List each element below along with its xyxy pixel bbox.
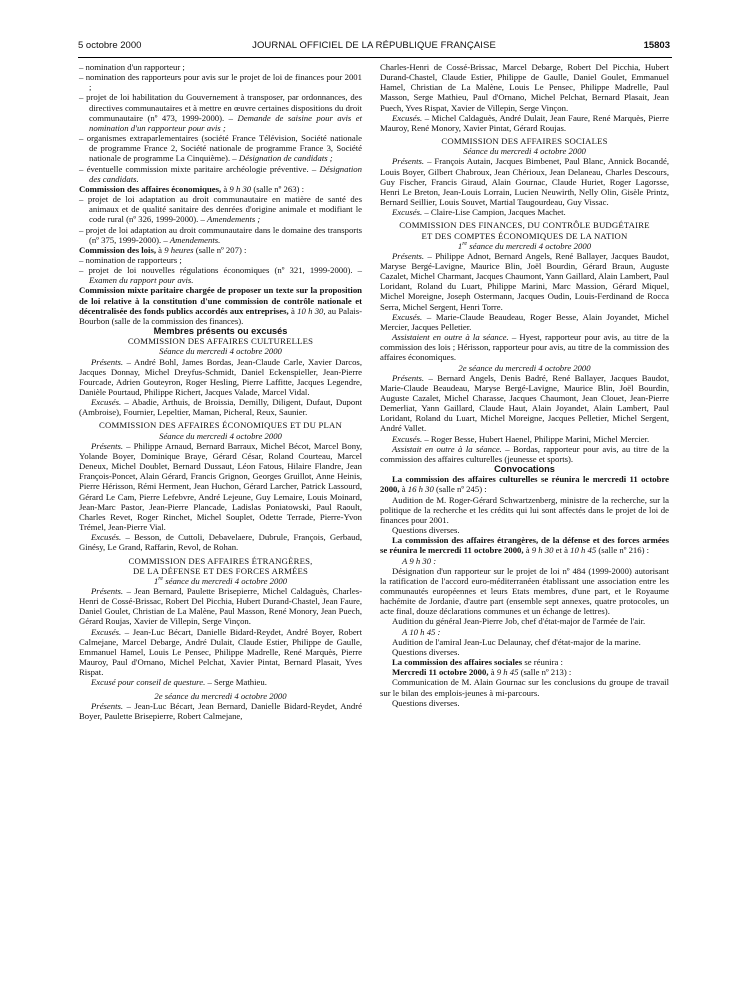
commission-title: COMMISSION DES FINANCES, DU CONTRÔLE BUDGÉTAIRE (399, 220, 650, 231)
seance-line: 1re séance du mercredi 4 octobre 2000 (457, 240, 592, 251)
agenda-item: – organismes extraparlementaires (société France Télévision, Société nationale de programme France 2, Société nationale de programme France 3, Société nationale de programme La Cinquième). – Désignation de candidats ; (79, 133, 362, 164)
excuse-questure-paragraph: Excusé pour conseil de questure. – Serge Mathieu. (91, 677, 267, 688)
right-column (380, 62, 669, 708)
convocation-item: Questions diverses. (392, 525, 460, 536)
journal-title: JOURNAL OFFICIEL DE LA RÉPUBLIQUE FRANÇAISE (252, 40, 496, 51)
assistait-paragraph: Assistait en outre à la séance. – Bordas, rapporteur pour avis, au titre de la commission des affaires culturelles (jeunesse et sports). (380, 443, 669, 464)
section-heading-convocations: Convocations (494, 464, 555, 475)
commission-title: COMMISSION DES AFFAIRES CULTURELLES (127, 336, 314, 347)
convocation-heading: La commission des affaires sociales se réunira : (392, 657, 563, 668)
presents-paragraph: Présents. – Philippe Adnot, Bernard Angels, René Ballayer, Jacques Baudot, Maryse Bergé-Lavigne, Maurice Blin, Joël Bourdin, Gérard Braun, Auguste Cazalet, Michel Charmant, Jacques Chaumont, Yann Gaillard, Alain Lambert, Paul Loridant, Roland du Luart, Philippe Marini, Marc Massion, Gérard Miquel, Michel Moreigne, Joseph Ostermann, Jacques Oudin, Louis-Ferdinand de Rocca Serra, Michel Sergent, Henri Torre. (380, 250, 669, 312)
agenda-item: – projet de loi adaptation au droit communautaire dans le domaine des transports (nº 375, 1999-2000). – Amendements. (79, 224, 362, 245)
excuses-paragraph: Excusés. – Abadie, Arthuis, de Broissia, Demilly, Diligent, Dufaut, Dupont (Ambroise), Fournier, Lepeltier, Maman, Picheral, Reux, Saunier. (79, 397, 362, 418)
seance-line: Séance du mercredi 4 octobre 2000 (463, 146, 586, 157)
section-heading-membres: Membres présents ou excusés (153, 326, 288, 337)
commission-title-line2: DE LA DÉFENSE ET DES FORCES ARMÉES (132, 565, 309, 576)
commission-title-line2: ET DES COMPTES ÉCONOMIQUES DE LA NATION (421, 230, 628, 241)
presents-paragraph: Présents. – François Autain, Jacques Bimbenet, Paul Blanc, Annick Bocandé, Louis Boyer, Gilbert Chabroux, Jean Chérioux, Jean Delaneau, Charles Descours, Guy Fischer, Francis Giraud, Alain Gournac, Claude Huriet, Roger Lagorsse, Henri Le Breton, Jean-Louis Lorrain, Lucien Neuwirth, Nelly Olin, Gisèle Printz, Bernard Seillier, Louis Souvet, Martial Taugourdeau, Guy Vissac. (380, 156, 669, 208)
agenda-item: – projet de loi habilitation du Gouvernement à transposer, par ordonnances, des directives communautaires et à mettre en œuvre certaines dispositions du droit communautaire (nº 473, 1999-2000). – Demande de saisine pour avis et nomination d'un rapporteur pour avis ; (79, 92, 362, 133)
commission-heading: Commission des lois, à 9 heures (salle nº 207) : (79, 244, 247, 255)
convocation-date: Mercredi 11 octobre 2000, à 9 h 45 (salle nº 213) : (392, 667, 572, 678)
commission-title: COMMISSION DES AFFAIRES ÉCONOMIQUES ET DU PLAN (99, 420, 342, 431)
commission-heading: Commission des affaires économiques, à 9 h 30 (salle nº 263) : (79, 183, 305, 194)
page-header (78, 40, 670, 54)
excuses-paragraph: Excusés. – Roger Besse, Hubert Haenel, Philippe Marini, Michel Mercier. (392, 433, 650, 444)
convocation-time: A 9 h 30 : (402, 555, 437, 566)
seance-line: 2e séance du mercredi 4 octobre 2000 (154, 690, 287, 701)
convocation-heading: La commission des affaires étrangères, de la défense et des forces armées se réunira le mercredi 11 octobre 2000, à 9 h 30 et à 10 h 45 (salle nº 216) : (380, 535, 669, 556)
convocation-item: Audition de M. Roger-Gérard Schwartzenberg, ministre de la recherche, sur la politique de la recherche et les crédits qui lui sont affectés dans le projet de loi de finances pour 2001. (380, 494, 669, 525)
convocation-item: Questions diverses. (392, 646, 460, 657)
agenda-item: – nomination d'un rapporteur ; (79, 62, 185, 72)
agenda-item: – projet de loi nouvelles régulations économiques (nº 321, 1999-2000). – Examen du rapport pour avis. (79, 265, 362, 286)
convocation-item: Audition du général Jean-Pierre Job, chef d'état-major de l'armée de l'air. (392, 616, 646, 627)
convocation-item: Audition de l'amiral Jean-Luc Delaunay, chef d'état-major de la marine. (392, 636, 641, 647)
agenda-item: – nomination des rapporteurs pour avis sur le projet de loi de finances pour 2001 ; (79, 72, 362, 93)
excuses-paragraph: Excusés. – Besson, de Cuttoli, Debavelaere, Dubrule, François, Gerbaud, Ginésy, Le Grand, Raffarin, Revol, de Rohan. (79, 532, 362, 553)
presents-paragraph: Présents. – André Bohl, James Bordas, Jean-Claude Carle, Xavier Darcos, Jacques Donnay, Michel Dreyfus-Schmidt, Daniel Eckenspieller, Jean-Pierre Fourcade, Adrien Gouteyron, Roger Hesling, Pierre Laffitte, Jacques Legendre, Danièle Pourtaud, Philippe Richert, Jacques Valade, Marcel Vidal. (79, 356, 362, 397)
excuses-paragraph: Excusés. – Michel Caldaguès, André Dulait, Jean Faure, René Marquès, Pierre Mauroy, René Monory, Xavier Pintat, Gérard Roujas. (380, 112, 669, 133)
cmp-paragraph: Commission mixte paritaire chargée de proposer un texte sur la proposition de loi relative à la constitution d'une commission de contrôle nationale et décentralisée des fonds publics accordés aux entreprises, à 10 h 30, au Palais-Bourbon (salle de la commission des finances). (79, 285, 362, 326)
commission-title: COMMISSION DES AFFAIRES ÉTRANGÈRES, (128, 555, 313, 566)
excuses-paragraph: Excusés. – Jean-Luc Bécart, Danielle Bidard-Reydet, André Boyer, Robert Calmejane, Marcel Debarge, André Dulait, Claude Estier, Philippe de Gaulle, Emmanuel Hamel, Louis Le Pensec, Philippe Madrelle, René Marquès, Pierre Mauroy, Paul d'Ornano, Michel Pelchat, Xavier Pintat, Bernard Plasait, Yves Rispat. (79, 626, 362, 678)
presents-paragraph: Présents. – Philippe Arnaud, Bernard Barraux, Michel Bécot, Marcel Bony, Yolande Boyer, Dominique Braye, Gérard César, Roland Courteau, Marcel Deneux, Michel Doublet, Bernard Dussaut, Léon Fatous, Hilaire Flandre, Jean François-Poncet, Alain Gérard, Francis Grignon, Georges Gruillot, Anne Heinis, Pierre Hérisson, Rémi Herment, Jean Huchon, Gérard Larcher, Patrick Lassourd, Gérard Le Cam, Pierre Lefebvre, André Lejeune, Guy Lemaire, Louis Moinard, Jean-Marc Pastor, Jean-Pierre Plancade, Ladislas Poniatowski, Paul Raoult, Charles Revet, Roger Rinchet, Michel Souplet, Odette Terrade, Pierre-Yvon Trémel, Jean-Pierre Vial. (79, 440, 362, 533)
convocation-item: Communication de M. Alain Gournac sur les conclusions du groupe de travail sur le bilan des emplois-jeunes à mi-parcours. (380, 677, 669, 698)
convocation-time: A 10 h 45 : (402, 626, 441, 637)
agenda-item: – projet de loi adaptation au droit communautaire en matière de santé des animaux et de qualité sanitaire des denrées d'origine animale et modifiant le code rural (nº 326, 1999-2000). – Amendements ; (79, 194, 362, 225)
excuses-paragraph: Excusés. – Claire-Lise Campion, Jacques Machet. (392, 207, 566, 218)
seance-line: 1re séance du mercredi 4 octobre 2000 (153, 575, 288, 586)
commission-title: COMMISSION DES AFFAIRES SOCIALES (441, 136, 608, 147)
seance-line: 2e séance du mercredi 4 octobre 2000 (458, 362, 591, 373)
presents-paragraph: Présents. – Bernard Angels, Denis Badré, René Ballayer, Jacques Baudot, Marie-Claude Beaudeau, Maryse Bergé-Lavigne, Maurice Blin, Joël Bourdin, Auguste Cazalet, Michel Charasse, Jacques Chaumont, Jean Clouet, Jean-Pierre Demerliat, Yann Gaillard, Claude Haut, Alain Joyandet, Alain Lambert, Paul Loridant, Roland du Luart, Michel Moreigne, Jacques Pelletier, Michel Sergent, André Vallet. (380, 372, 669, 434)
presents-paragraph: Présents. – Jean Bernard, Paulette Brisepierre, Michel Caldaguès, Charles-Henri de Cossé-Brissac, Robert Del Picchia, Hubert Durand-Chastel, Jean Faure, Daniel Goulet, Christian de La Malène, Paul Masson, René Monory, Jean Puech, Gérard Roujas, Xavier de Villepin, Serge Vinçon. (79, 585, 362, 627)
agenda-item: – éventuelle commission mixte paritaire archéologie préventive. – Désignation des candidats. (79, 163, 362, 184)
header-rule (78, 57, 672, 58)
excuses-paragraph: Excusés. – Marie-Claude Beaudeau, Roger Besse, Alain Joyandet, Michel Mercier, Jacques Pelletier. (380, 311, 669, 332)
seance-line: Séance du mercredi 4 octobre 2000 (159, 346, 282, 357)
seance-line: Séance du mercredi 4 octobre 2000 (159, 430, 282, 441)
convocation-item: Questions diverses. (392, 697, 460, 708)
agenda-item: – nomination de rapporteurs ; (79, 254, 182, 265)
page-number: 15803 (643, 40, 670, 51)
convocation-item: Désignation d'un rapporteur sur le projet de loi nº 484 (1999-2000) autorisant la ratification de l'accord euro-méditerranéen établissant une association entre les communautés européennes et leurs Etats membres, d'une part, et le Royaume hachémite de Jordanie, d'autre part (ensemble sept annexes, quatre protocoles, un acte final, douze déclarations communes et un échange de lettres). (380, 565, 669, 617)
assistaient-paragraph: Assistaient en outre à la séance. – Hyest, rapporteur pour avis, au titre de la commission des lois ; Hérisson, rapporteur pour avis, au titre de la commission des affaires économiques. (380, 332, 669, 363)
presents-paragraph: Présents. – Jean-Luc Bécart, Jean Bernard, Danielle Bidard-Reydet, André Boyer, Paulette Brisepierre, Robert Calmejane, (79, 700, 362, 721)
left-column (79, 62, 362, 721)
convocation-heading: La commission des affaires culturelles se réunira le mercredi 11 octobre 2000, à 16 h 30 (salle nº 245) : (380, 474, 669, 495)
header-date: 5 octobre 2000 (78, 40, 142, 51)
presents-continued: Charles-Henri de Cossé-Brissac, Marcel Debarge, Robert Del Picchia, Hubert Durand-Chastel, Claude Estier, Philippe de Gaulle, Daniel Goulet, Emmanuel Hamel, Christian de La Malène, Louis Le Pensec, Philippe Madrelle, Paul Masson, Serge Mathieu, Paul d'Ornano, Michel Pelchat, Bernard Plasait, Jean Puech, Yves Rispat, Xavier de Villepin, Serge Vinçon. (380, 62, 669, 113)
